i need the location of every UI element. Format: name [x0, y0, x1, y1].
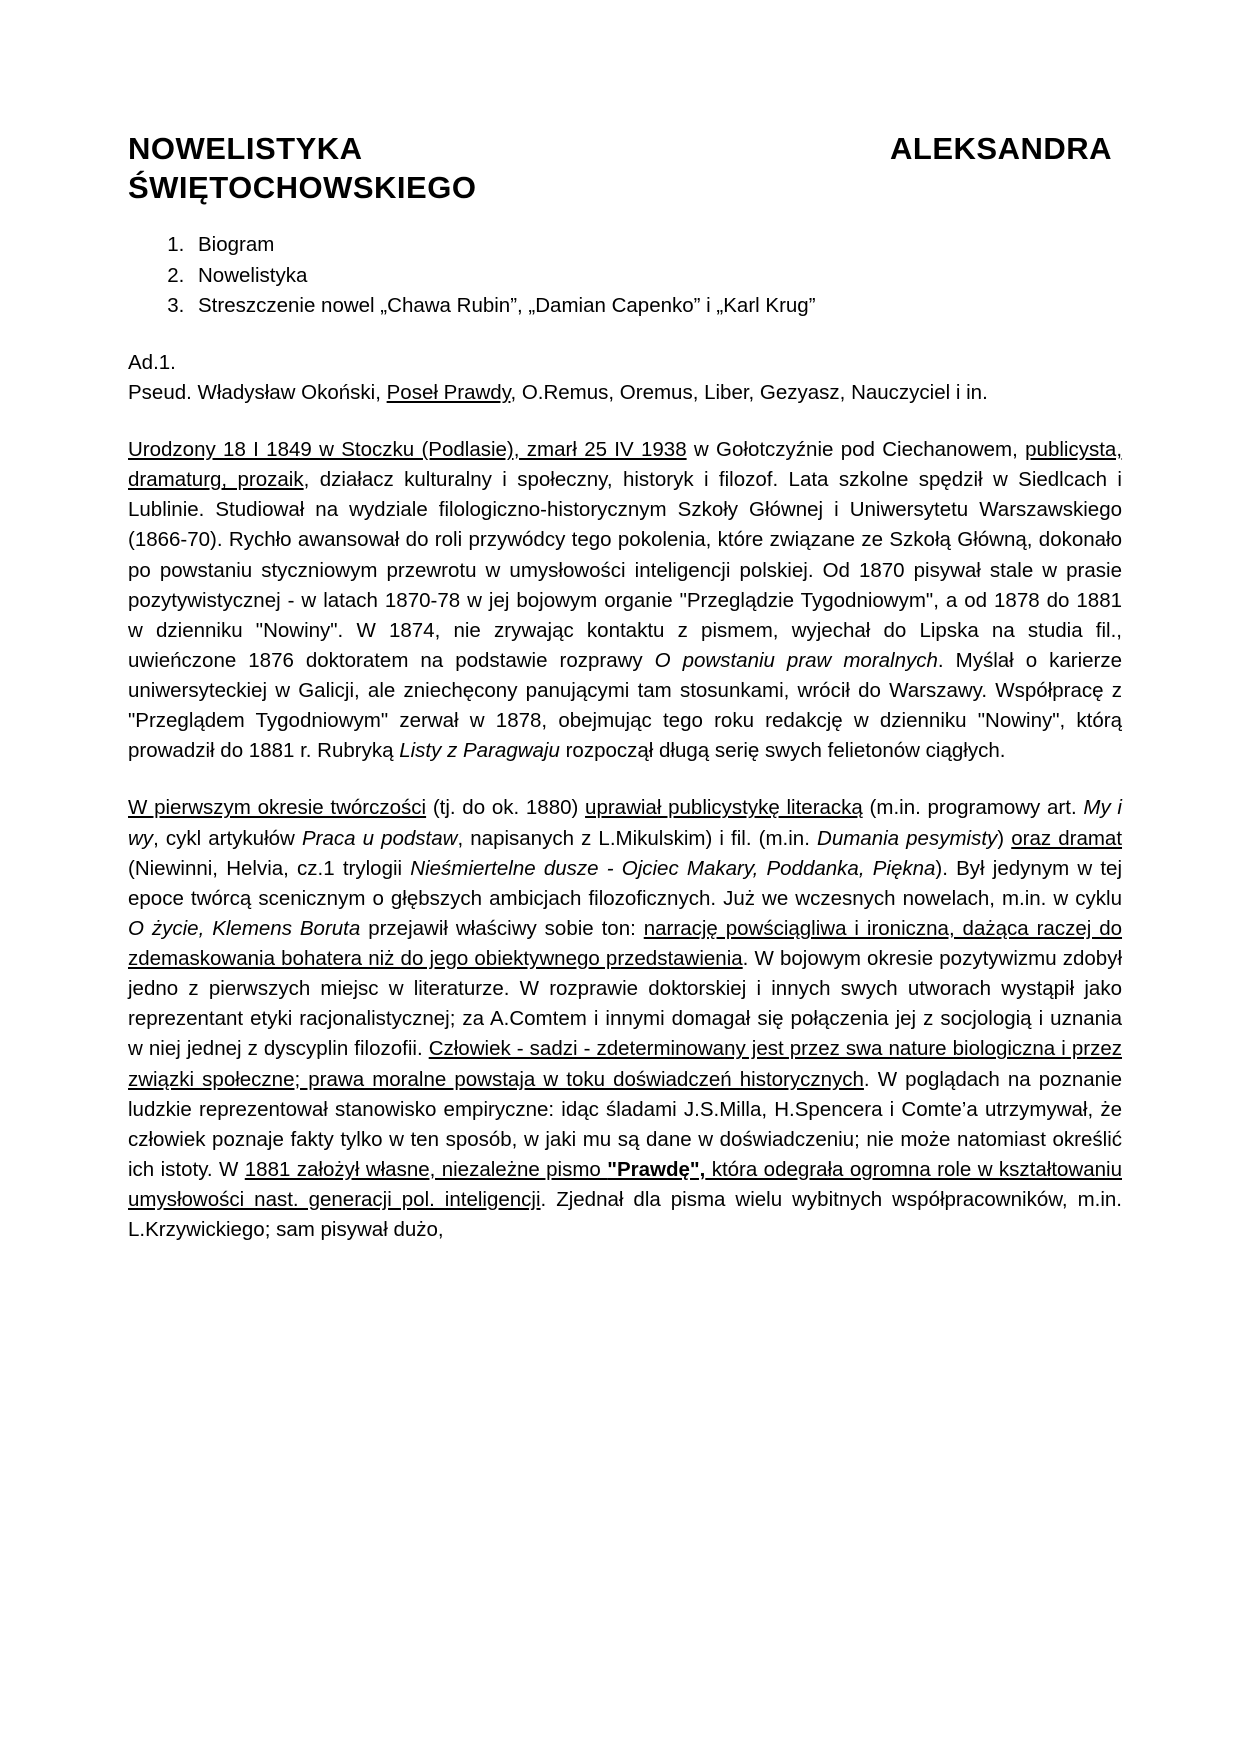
- list-item: 3. Streszczenie nowel „Chawa Rubin”, „Damian Capenko” i „Karl Krug”: [190, 291, 1122, 321]
- section-marker: [128, 348, 1122, 378]
- bio-text-2: , działacz kulturalny i społeczny, historyk i filozof. Lata szkolne spędził w Siedlcach i Lublinie. Studiował na wydziale filologiczno-historycznym Szkoły Głównej i Uniwersytetu Warszawskiego (1866-70). Rychło awansował do roli przywódcy tego pokolenia, które związane ze Szkołą Główną, dokonało po powstaniu styczniowym przewrotu w umysłowości inteligencji polskiej. Od 1870 pisywał stale w prasie pozytywistycznej - w latach 1870-78 w jej bojowym organie "Przeglądzie Tygodniowym", a od 1878 do 1881 w dzienniku "Nowiny". W 1874, nie zrywając kontaktu z pismem, wyjechał do Lipska na studia fil., uwieńczone 1876 doktoratem na podstawie rozprawy: [128, 468, 1122, 672]
- biography-paragraph: [128, 435, 1122, 766]
- pseudonyms-lead: Pseud. Władysław Okoński,: [128, 380, 387, 404]
- first-period-phrase: W pierwszym okresie twórczości: [128, 796, 427, 820]
- page-title-second-line: ŚWIĘTOCHOWSKIEGO: [128, 170, 477, 206]
- founding-prawda-phrase-2: która odegrała ogromna role w kształtowaniu umysłowości nast. generacji pol. inteligencji: [128, 1157, 1122, 1212]
- determinism-phrase: Człowiek - sadzi - zdeterminowany jest przez swa nature biologiczna i przez związki społeczne; prawa moralne powstaja w toku doświadczeń historycznych: [128, 1037, 1122, 1091]
- period-text-8: przejawił właściwy sobie ton:: [360, 916, 644, 940]
- bio-text-1: w Gołotczyźnie pod Ciechanowem,: [686, 438, 1026, 462]
- period-text-4: , napisanych z L.Mikulskim) i fil. (m.in.: [457, 826, 818, 850]
- magazine-name-prawda: "Prawdę",: [607, 1157, 706, 1181]
- professions: publicysta, dramaturg, prozaik: [128, 438, 1123, 492]
- pseudonyms-paragraph: [128, 378, 1122, 408]
- period-text-10: . W poglądach na poznanie ludzkie reprezentował stanowisko empiryczne: idąc śladami J.S.Milla, H.Spencera i Comte’a utrzymywał, że człowiek poznaje fakty tylko w ten sposób, w jaki mu są dane w doświadczeniu; nie może natomiast określić ich istoty. W: [128, 1067, 1122, 1181]
- work-title-listy-z-paragwaju: Listy z Paragwaju: [399, 739, 560, 763]
- page-title-left: NOWELISTYKA: [128, 131, 363, 166]
- founding-prawda-phrase-1: 1881 założył własne, niezależne pismo: [244, 1157, 608, 1181]
- period-text-7: ). Był jedynym w tej epoce twórcą scenicznym o głębszych ambicjach filozoficznych. Już we wczesnych nowelach, m.in. w cyklu: [128, 856, 1122, 910]
- pseudonyms-rest: , O.Remus, Oremus, Liber, Gezyasz, Nauczyciel i in.: [510, 380, 988, 404]
- list-item: 1. Biogram: [190, 230, 1122, 260]
- work-title-praca-u-podstaw: Praca u podstaw: [301, 826, 458, 850]
- period-text-9: . W bojowym okresie pozytywizmu zdobył jedno z pierwszych miejsc w literaturze. W rozprawie doktorskiej i innych swych utworach wystąpił jako reprezentant etyki racjonalistycznej; za A.Comtem i innymi domagał się połączenia jej z socjologią i uznania w niej jednej z dyscyplin filozofii.: [128, 947, 1123, 1061]
- work-title-o-zycie-klemens-boruta: O życie, Klemens Boruta: [128, 916, 361, 940]
- work-title-my-i-wy: My i wy: [128, 796, 1122, 850]
- period-text-2: (m.in. programowy art.: [862, 796, 1084, 820]
- period-text-5: ): [997, 826, 1012, 850]
- period-text-6: (Niewinni, Helvia, cz.1 trylogii: [128, 856, 411, 880]
- work-title-o-powstaniu: O powstaniu praw moralnych: [654, 648, 938, 672]
- work-title-niesmiertelne-dusze: Nieśmiertelne dusze - Ojciec Makary, Poddanka, Piękna: [410, 856, 936, 880]
- table-of-contents: [128, 230, 1122, 320]
- bio-text-4: rozpoczął długą serię swych felietonów ciągłych.: [559, 739, 1006, 763]
- birth-death-dates: Urodzony 18 I 1849 w Stoczku (Podlasie), zmarł 25 IV 1938: [128, 438, 687, 462]
- section-marker-text: Ad.1.: [128, 350, 176, 374]
- literary-journalism-phrase: uprawiał publicystykę literacką: [585, 796, 863, 820]
- narration-style-phrase: narrację powściągliwa i ironiczna, dażąca raczej do zdemaskowania bohatera niż do jego obiektywnego przedstawienia: [128, 916, 1123, 971]
- period-text-3: , cykl artykułów: [153, 826, 302, 850]
- creative-period-paragraph: [128, 793, 1122, 1245]
- list-item: 2. Nowelistyka: [190, 261, 1122, 291]
- drama-phrase: oraz dramat: [1011, 826, 1123, 850]
- period-text-1: (tj. do ok. 1880): [426, 796, 586, 820]
- work-title-dumania-pesymisty: Dumania pesymisty: [817, 826, 998, 850]
- page-title-right: ALEKSANDRA: [890, 131, 1112, 166]
- period-text-11: . Zjednał dla pisma wielu wybitnych współpracowników, m.in. L.Krzywickiego; sam pisywał dużo,: [128, 1188, 1122, 1242]
- page-title: [128, 128, 1122, 169]
- bio-text-3: . Myślał o karierze uniwersyteckiej w Galicji, ale zniechęcony panującymi tam stosunkami, wrócił do Warszawy. Współpracę z "Przeglądem Tygodniowym" zerwał w 1878, obejmując tego roku redakcję w dzienniku "Nowiny", którą prowadził do 1881 r. Rubryką: [128, 648, 1123, 763]
- pseudonym-poseł-prawdy: Poseł Prawdy: [386, 380, 511, 404]
